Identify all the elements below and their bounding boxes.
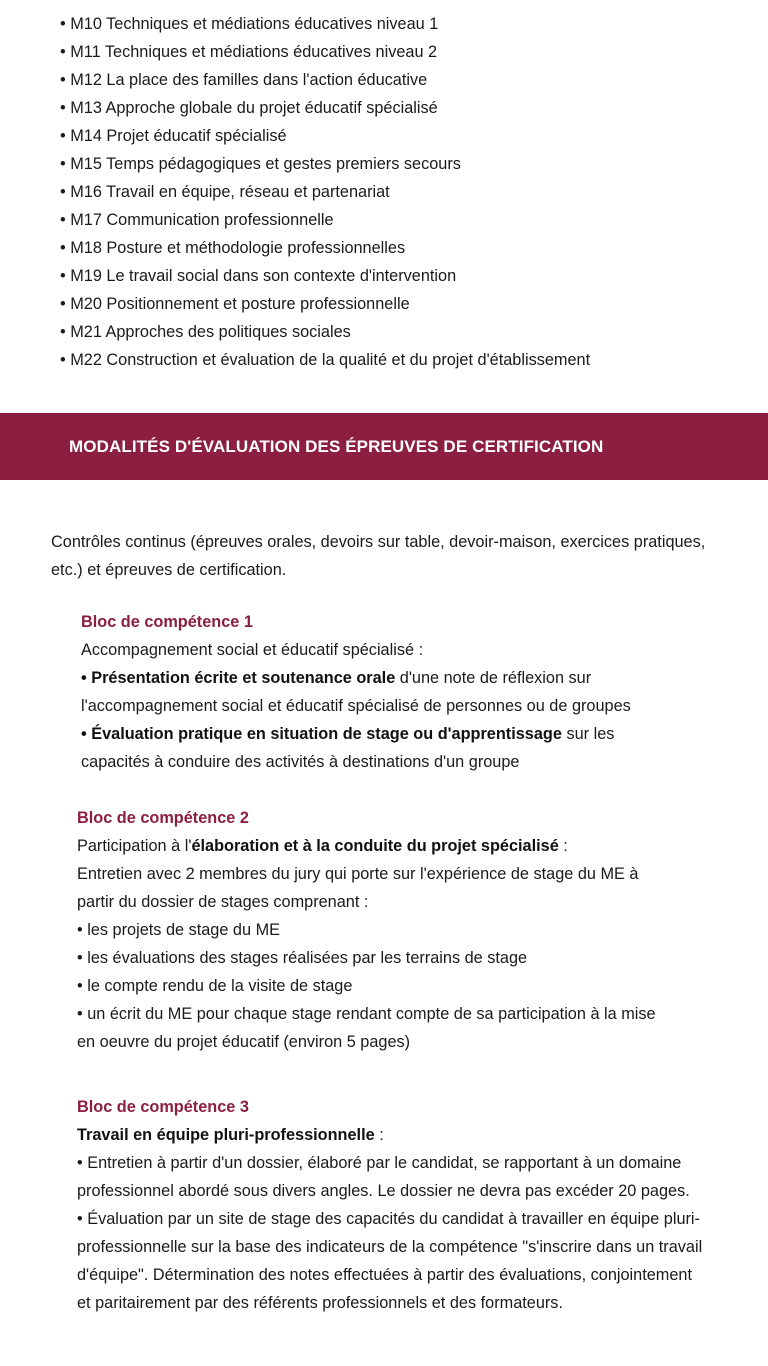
list-item: • M13 Approche globale du projet éducatif spécialisé [60,99,438,117]
list-item: • M22 Construction et évaluation de la qualité et du projet d'établissement [60,351,591,369]
bloc-text: professionnelle sur la base des indicateurs de la compétence "s'inscrire dans un travail [77,1238,703,1256]
bloc-item-bold: • Présentation écrite et soutenance orale [81,669,396,687]
bloc-subtitle: Accompagnement social et éducatif spécialisé : [81,641,424,659]
bloc-subtitle-pre: Participation à l' [77,837,192,855]
bloc-text: professionnel abordé sous divers angles. Le dossier ne devra pas excéder 20 pages. [77,1182,690,1200]
bloc-text: et paritairement par des référents professionnels et des formateurs. [77,1294,563,1312]
bloc-item [81,720,631,748]
section-banner [0,413,768,480]
bloc-item: • les projets de stage du ME [77,921,280,939]
list-item: • M15 Temps pédagogiques et gestes premiers secours [60,155,461,173]
bloc-text: • Entretien à partir d'un dossier, élaboré par le candidat, se rapportant à un domaine [77,1154,682,1172]
bloc-subtitle-bold: élaboration et à la conduite du projet spécialisé [191,837,559,855]
bloc-subtitle-bold: Travail en équipe pluri-professionnelle [77,1126,375,1144]
bloc-competence-3 [77,1093,702,1317]
bloc-item-continuation: capacités à conduire des activités à destinations d'un groupe [81,753,520,771]
list-item: • M16 Travail en équipe, réseau et partenariat [60,183,390,201]
bloc-item: • les évaluations des stages réalisées par les terrains de stage [77,949,528,967]
bloc-item [81,664,631,692]
bloc-item-text: sur les [561,725,615,743]
bloc-title: Bloc de compétence 1 [81,613,253,631]
bloc-item-bold: • Évaluation pratique en situation de stage ou d'apprentissage [81,725,562,743]
bloc-competence-1 [81,608,631,776]
bloc-competence-2 [77,804,656,1056]
bloc-subtitle [77,1121,702,1149]
bloc-item-text: d'une note de réflexion sur [395,669,592,687]
bloc-item: • un écrit du ME pour chaque stage rendant compte de sa participation à la mise [77,1005,656,1023]
list-item: • M11 Techniques et médiations éducatives niveau 2 [60,43,438,61]
bloc-subtitle-post: : [558,837,568,855]
section-title: MODALITÉS D'ÉVALUATION DES ÉPREUVES DE CERTIFICATION [69,437,604,456]
bloc-item: • le compte rendu de la visite de stage [77,977,353,995]
list-item: • M20 Positionnement et posture professionnelle [60,295,410,313]
list-item: • M19 Le travail social dans son contexte d'intervention [60,267,457,285]
list-item: • M12 La place des familles dans l'action éducative [60,71,428,89]
bloc-subtitle [77,832,656,860]
list-item: • M14 Projet éducatif spécialisé [60,127,287,145]
list-item: • M18 Posture et méthodologie professionnelles [60,239,406,257]
module-list [60,10,590,374]
bloc-text: • Évaluation par un site de stage des capacités du candidat à travailler en équipe pluri- [77,1210,700,1228]
bloc-text: d'équipe". Détermination des notes effectuées à partir des évaluations, conjointement [77,1266,692,1284]
intro-paragraph: Contrôles continus (épreuves orales, devoirs sur table, devoir-maison, exercices pratiques, etc.) et épreuves de certification. [51,533,706,579]
list-item: • M10 Techniques et médiations éducatives niveau 1 [60,15,439,33]
list-item: • M17 Communication professionnelle [60,211,334,229]
bloc-subtitle-post: : [374,1126,384,1144]
bloc-item-continuation: en oeuvre du projet éducatif (environ 5 pages) [77,1033,411,1051]
bloc-item-continuation: l'accompagnement social et éducatif spécialisé de personnes ou de groupes [81,697,631,715]
bloc-title: Bloc de compétence 2 [77,809,249,827]
bloc-text: Entretien avec 2 membres du jury qui porte sur l'expérience de stage du ME à [77,865,639,883]
list-item: • M21 Approches des politiques sociales [60,323,351,341]
bloc-title: Bloc de compétence 3 [77,1098,249,1116]
bloc-text: partir du dossier de stages comprenant : [77,893,369,911]
